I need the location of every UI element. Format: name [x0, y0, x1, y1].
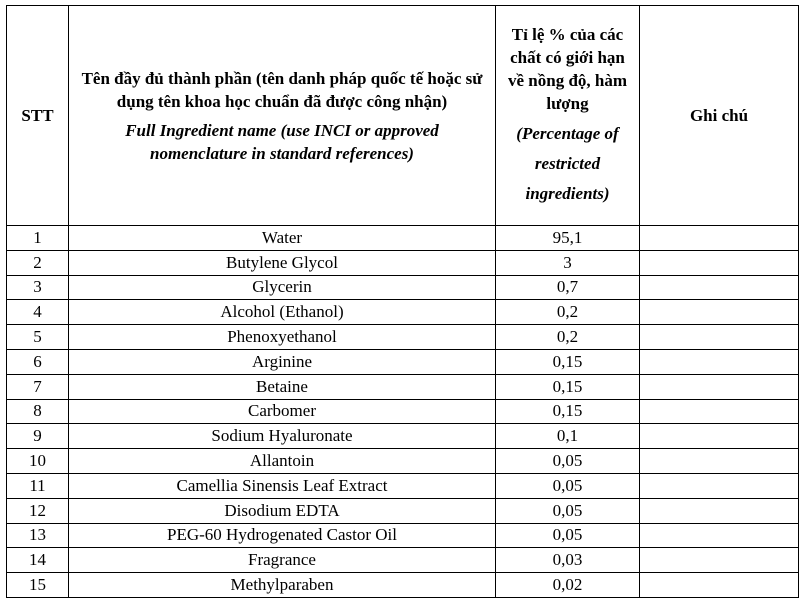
row-percentage: 0,15	[496, 399, 640, 424]
row-percentage: 0,05	[496, 523, 640, 548]
row-ingredient-name: Allantoin	[69, 449, 496, 474]
row-ingredient-name: Disodium EDTA	[69, 498, 496, 523]
table-row	[7, 399, 799, 424]
row-stt: 8	[7, 399, 69, 424]
row-stt: 6	[7, 349, 69, 374]
row-note	[640, 473, 799, 498]
row-note	[640, 548, 799, 573]
row-percentage: 0,02	[496, 573, 640, 598]
table-row	[7, 374, 799, 399]
row-ingredient-name: Alcohol (Ethanol)	[69, 300, 496, 325]
header-ingredient-name-vi: Tên đầy đủ thành phần (tên danh pháp quốc tế hoặc sử dụng tên khoa học chuẩn đã được công nhận)	[81, 68, 483, 111]
row-ingredient-name: Water	[69, 226, 496, 251]
table-row	[7, 498, 799, 523]
row-stt: 10	[7, 449, 69, 474]
table-row	[7, 449, 799, 474]
row-note	[640, 374, 799, 399]
row-note	[640, 349, 799, 374]
header-note: Ghi chú	[640, 6, 799, 226]
row-stt: 14	[7, 548, 69, 573]
row-ingredient-name: Fragrance	[69, 548, 496, 573]
table-row	[7, 424, 799, 449]
row-percentage: 0,03	[496, 548, 640, 573]
row-ingredient-name: PEG-60 Hydrogenated Castor Oil	[69, 523, 496, 548]
row-percentage: 0,7	[496, 275, 640, 300]
row-stt: 5	[7, 325, 69, 350]
row-stt: 11	[7, 473, 69, 498]
header-stt: STT	[7, 6, 69, 226]
row-percentage: 0,2	[496, 325, 640, 350]
header-percentage-en: (Percentage of restricted ingredients)	[516, 123, 619, 203]
header-ingredient-name-en: Full Ingredient name (use INCI or approved nomenclature in standard references)	[125, 120, 439, 163]
table-row	[7, 250, 799, 275]
table-row	[7, 325, 799, 350]
row-stt: 3	[7, 275, 69, 300]
table-header-row	[7, 6, 799, 226]
row-note	[640, 300, 799, 325]
row-note	[640, 498, 799, 523]
table-row	[7, 300, 799, 325]
row-stt: 15	[7, 573, 69, 598]
row-percentage: 0,05	[496, 498, 640, 523]
header-ingredient-name	[69, 6, 496, 226]
row-percentage: 0,05	[496, 473, 640, 498]
row-ingredient-name: Sodium Hyaluronate	[69, 424, 496, 449]
row-note	[640, 523, 799, 548]
row-ingredient-name: Arginine	[69, 349, 496, 374]
table-row	[7, 548, 799, 573]
row-stt: 12	[7, 498, 69, 523]
row-note	[640, 449, 799, 474]
table-row	[7, 275, 799, 300]
table-row	[7, 523, 799, 548]
ingredient-table	[6, 5, 799, 598]
row-stt: 7	[7, 374, 69, 399]
table-row	[7, 573, 799, 598]
row-stt: 1	[7, 226, 69, 251]
row-ingredient-name: Butylene Glycol	[69, 250, 496, 275]
row-percentage: 0,15	[496, 374, 640, 399]
row-note	[640, 226, 799, 251]
row-note	[640, 424, 799, 449]
row-note	[640, 573, 799, 598]
table-row	[7, 349, 799, 374]
row-ingredient-name: Glycerin	[69, 275, 496, 300]
row-percentage: 3	[496, 250, 640, 275]
row-note	[640, 325, 799, 350]
row-ingredient-name: Betaine	[69, 374, 496, 399]
row-percentage: 0,15	[496, 349, 640, 374]
row-note	[640, 399, 799, 424]
row-percentage: 95,1	[496, 226, 640, 251]
table-row	[7, 226, 799, 251]
row-ingredient-name: Phenoxyethanol	[69, 325, 496, 350]
row-percentage: 0,1	[496, 424, 640, 449]
row-percentage: 0,05	[496, 449, 640, 474]
row-stt: 4	[7, 300, 69, 325]
row-percentage: 0,2	[496, 300, 640, 325]
row-stt: 9	[7, 424, 69, 449]
row-note	[640, 275, 799, 300]
header-percentage-vi: Tỉ lệ % của các chất có giới hạn về nồng độ, hàm lượng	[507, 24, 628, 113]
row-ingredient-name: Methylparaben	[69, 573, 496, 598]
row-note	[640, 250, 799, 275]
row-stt: 2	[7, 250, 69, 275]
row-ingredient-name: Carbomer	[69, 399, 496, 424]
table-row	[7, 473, 799, 498]
row-ingredient-name: Camellia Sinensis Leaf Extract	[69, 473, 496, 498]
row-stt: 13	[7, 523, 69, 548]
header-percentage	[496, 6, 640, 226]
